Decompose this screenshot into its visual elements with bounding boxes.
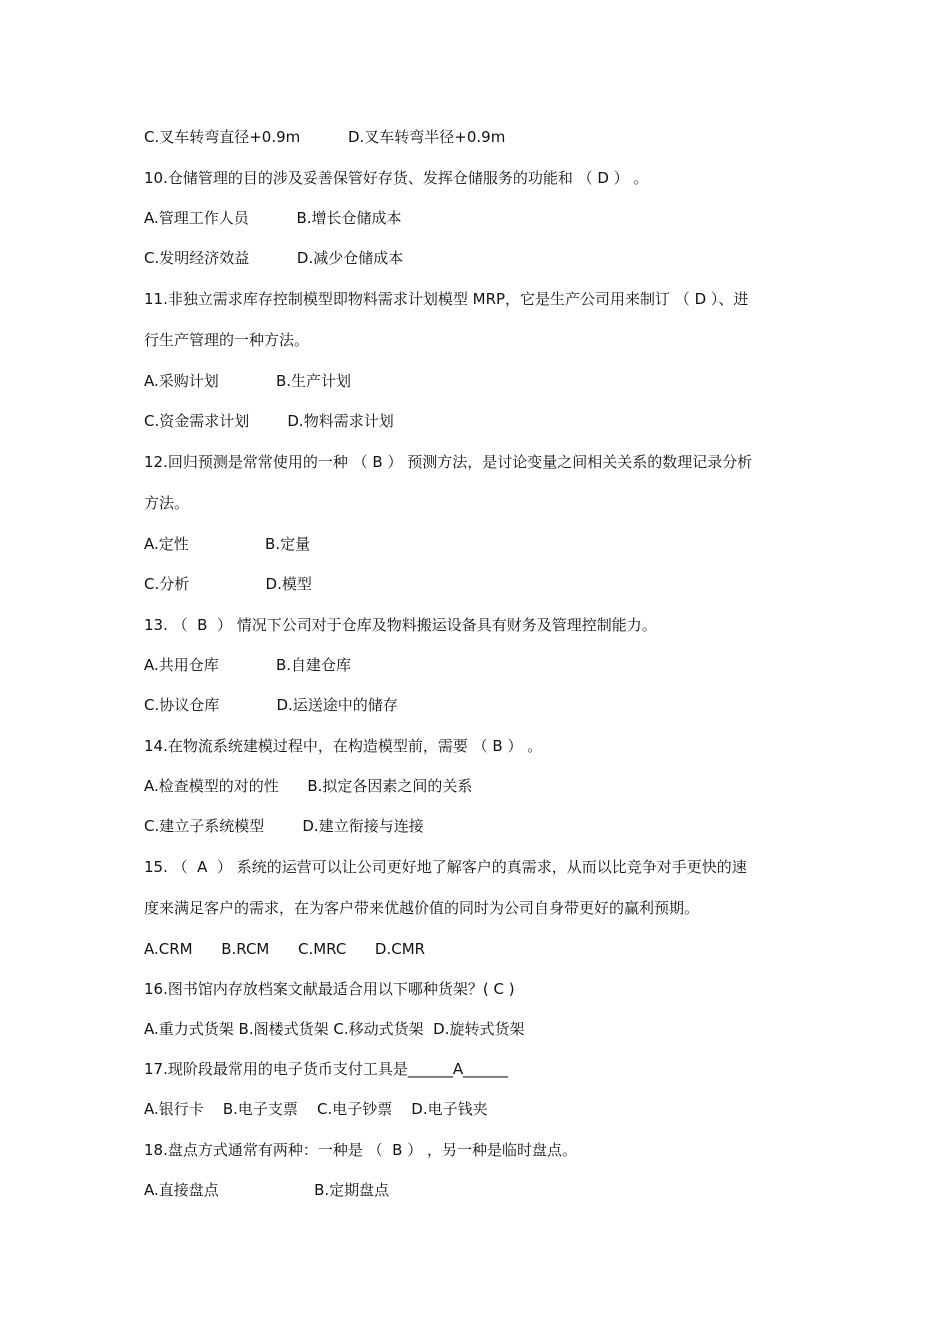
option-line: C.协议仓库 D.运送途中的储存 xyxy=(144,696,398,714)
option-line: C.发明经济效益 D.减少仓储成本 xyxy=(144,249,404,267)
question-line: 10.仓储管理的目的涉及妥善保管好存货、发挥仓储服务的功能和 （ D ） 。 xyxy=(144,169,649,187)
question-continuation-line: 度来满足客户的需求，在为客户带来优越价值的同时为公司自身带更好的赢利预期。 xyxy=(144,899,700,917)
question-line: 14.在物流系统建模过程中，在构造模型前，需要 （ B ） 。 xyxy=(144,737,543,755)
option-line: A.银行卡 B.电子支票 C.电子钞票 D.电子钱夹 xyxy=(144,1100,488,1118)
option-line: C.建立子系统模型 D.建立衔接与连接 xyxy=(144,817,424,835)
option-line: A.重力式货架 B.阁楼式货架 C.移动式货架 D.旋转式货架 xyxy=(144,1020,525,1038)
question-line: 12.回归预测是常常使用的一种 （ B ） 预测方法，是讨论变量之间相关关系的数理记录分析 xyxy=(144,453,753,471)
option-line: C.叉车转弯直径+0.9m D.叉车转弯半径+0.9m xyxy=(144,128,506,146)
question-line: 18.盘点方式通常有两种：一种是 （ B ） ，另一种是临时盘点。 xyxy=(144,1141,577,1159)
option-line: A.共用仓库 B.自建仓库 xyxy=(144,656,352,674)
question-continuation-line: 方法。 xyxy=(144,494,190,512)
option-line: A.定性 B.定量 xyxy=(144,535,311,553)
question-line: 13. （ B ） 情况下公司对于仓库及物料搬运设备具有财务及管理控制能力。 xyxy=(144,616,657,634)
option-line: A.管理工作人员 B.增长仓储成本 xyxy=(144,209,402,227)
option-line: C.资金需求计划 D.物料需求计划 xyxy=(144,412,394,430)
question-line: 15. （ A ） 系统的运营可以让公司更好地了解客户的真需求，从而以比竞争对手更快的速 xyxy=(144,858,747,876)
option-line: A.检查模型的对的性 B.拟定各因素之间的关系 xyxy=(144,777,473,795)
question-line: 17.现阶段最常用的电子货币支付工具是______A______ xyxy=(144,1060,509,1078)
option-line: A.直接盘点 B.定期盘点 xyxy=(144,1181,390,1199)
option-line: A.采购计划 B.生产计划 xyxy=(144,372,352,390)
question-line: 16.图书馆内存放档案文献最适合用以下哪种货架？( C ) xyxy=(144,980,515,998)
question-line: 11.非独立需求库存控制模型即物料需求计划模型 MRP，它是生产公司用来制订 （ D ）、进 xyxy=(144,290,749,308)
option-line: A.CRM B.RCM C.MRC D.CMR xyxy=(144,940,426,958)
question-continuation-line: 行生产管理的一种方法。 xyxy=(144,331,310,349)
option-line: C.分析 D.模型 xyxy=(144,575,312,593)
